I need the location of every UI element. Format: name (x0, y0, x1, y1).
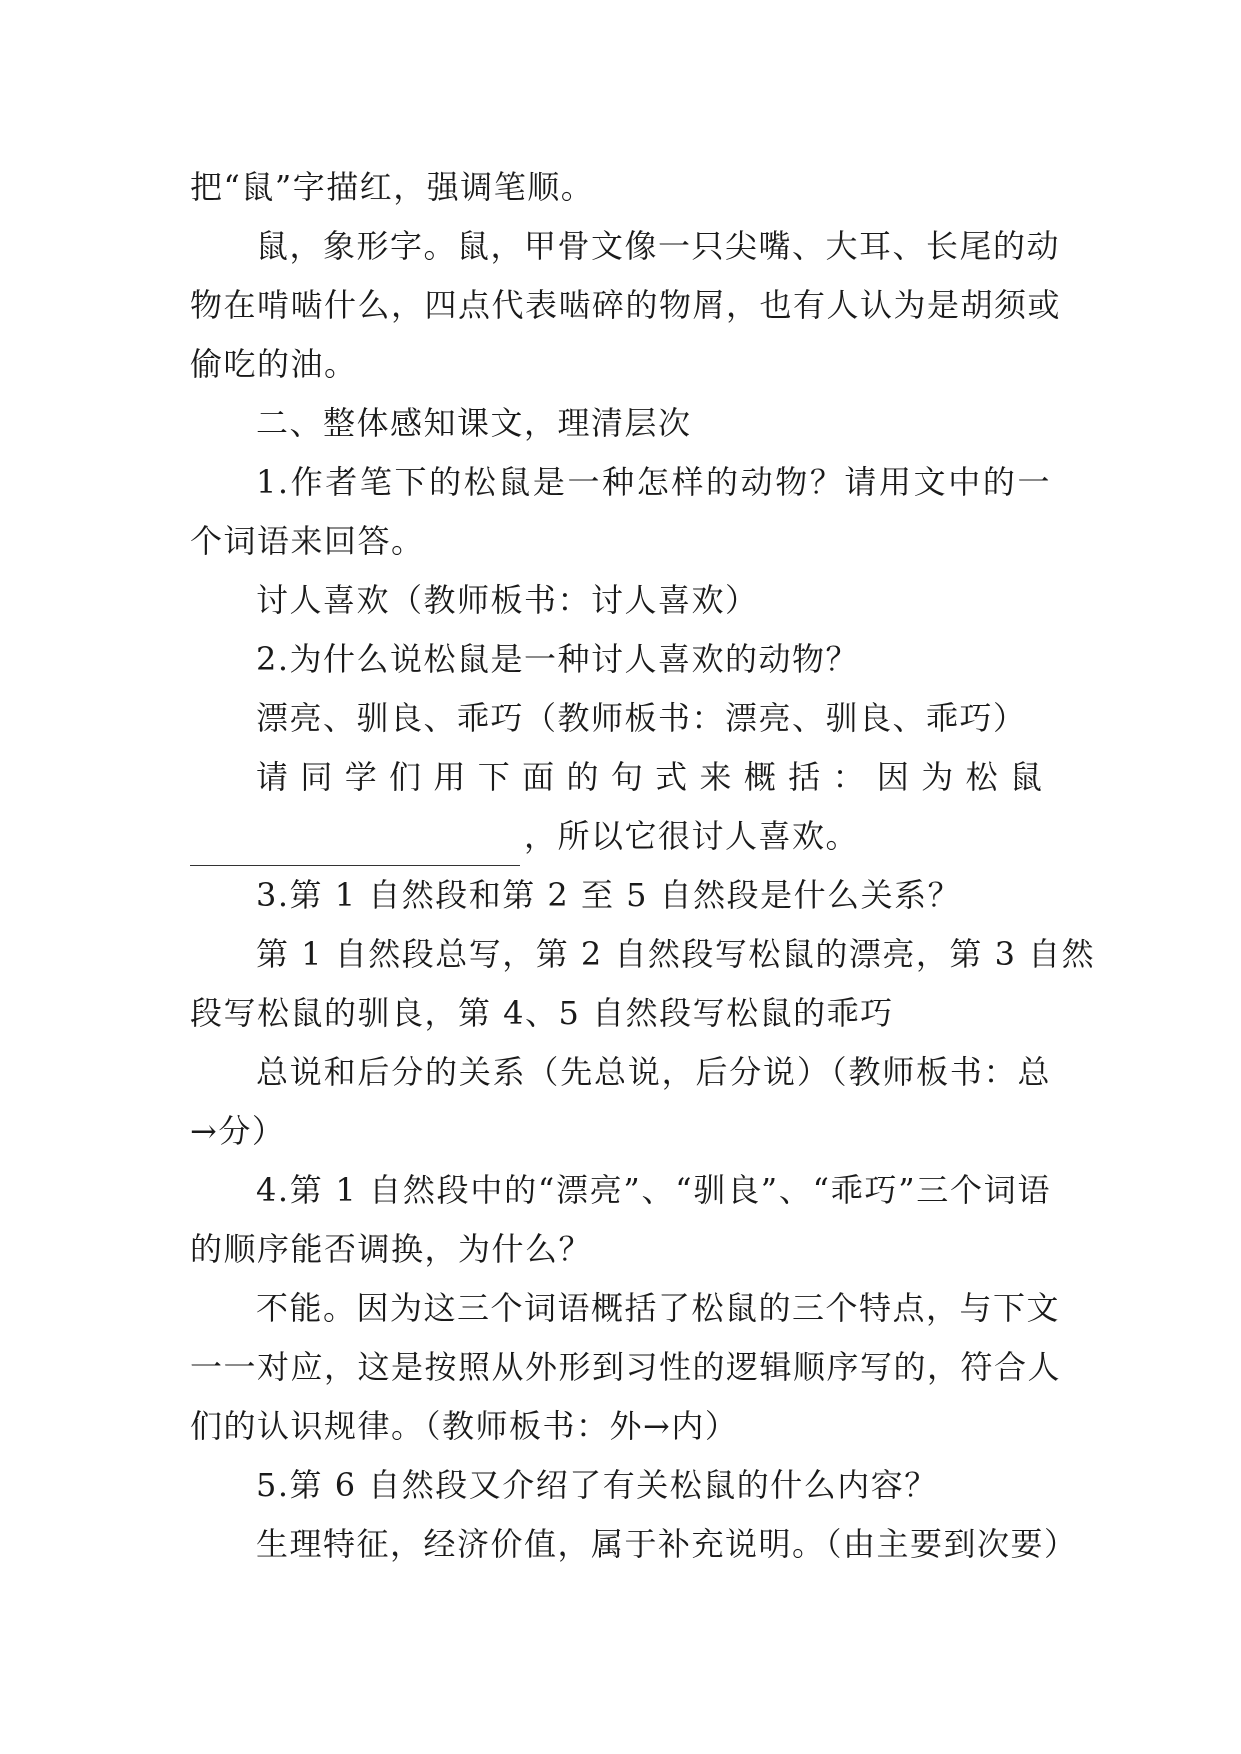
answer-line: 漂亮、驯良、乖巧（教师板书：漂亮、驯良、乖巧） (256, 699, 1027, 737)
fill-in-blank (190, 827, 520, 866)
answer-line: 们的认识规律。（教师板书：外→内） (190, 1407, 739, 1445)
answer-line: 不能。因为这三个词语概括了松鼠的三个特点，与下文 (256, 1289, 1061, 1327)
question-line: 4.第 1 自然段中的“漂亮”、“驯良”、“乖巧”三个词语 (256, 1171, 1051, 1209)
answer-line: 讨人喜欢（教师板书：讨人喜欢） (256, 581, 759, 619)
answer-line: 生理特征，经济价值，属于补充说明。（由主要到次要） (256, 1525, 1078, 1563)
paragraph-line: 物在啃啮什么，四点代表啮碎的物屑，也有人认为是胡须或 (190, 286, 1062, 324)
fill-in-line (190, 807, 1051, 866)
question-line: 的顺序能否调换，为什么？ (190, 1230, 593, 1268)
instruction-line: 请同学们用下面的句式来概括：因为松鼠 (256, 758, 1051, 796)
answer-line: 总说和后分的关系（先总说，后分说）（教师板书：总 (256, 1053, 1051, 1091)
fill-in-suffix: ，所以它很讨人喜欢。 (524, 817, 860, 855)
answer-line: →分） (190, 1112, 286, 1150)
question-line: 1.作者笔下的松鼠是一种怎样的动物？请用文中的一 (256, 463, 1051, 501)
answer-line: 一一对应，这是按照从外形到习性的逻辑顺序写的，符合人 (190, 1348, 1062, 1386)
question-line: 个词语来回答。 (190, 522, 425, 560)
section-heading: 二、整体感知课文，理清层次 (256, 404, 692, 442)
paragraph-line: 把“鼠”字描红，强调笔顺。 (190, 168, 595, 206)
answer-line: 第 1 自然段总写，第 2 自然段写松鼠的漂亮，第 3 自然 (256, 935, 1096, 973)
answer-line: 段写松鼠的驯良，第 4、5 自然段写松鼠的乖巧 (190, 994, 894, 1032)
question-line: 3.第 1 自然段和第 2 至 5 自然段是什么关系？ (256, 876, 962, 914)
paragraph-line: 偷吃的油。 (190, 345, 358, 383)
question-line: 2.为什么说松鼠是一种讨人喜欢的动物？ (256, 640, 860, 678)
document-body (190, 158, 1096, 1574)
question-line: 5.第 6 自然段又介绍了有关松鼠的什么内容？ (256, 1466, 938, 1504)
paragraph-line: 鼠，象形字。鼠，甲骨文像一只尖嘴、大耳、长尾的动 (256, 227, 1061, 265)
